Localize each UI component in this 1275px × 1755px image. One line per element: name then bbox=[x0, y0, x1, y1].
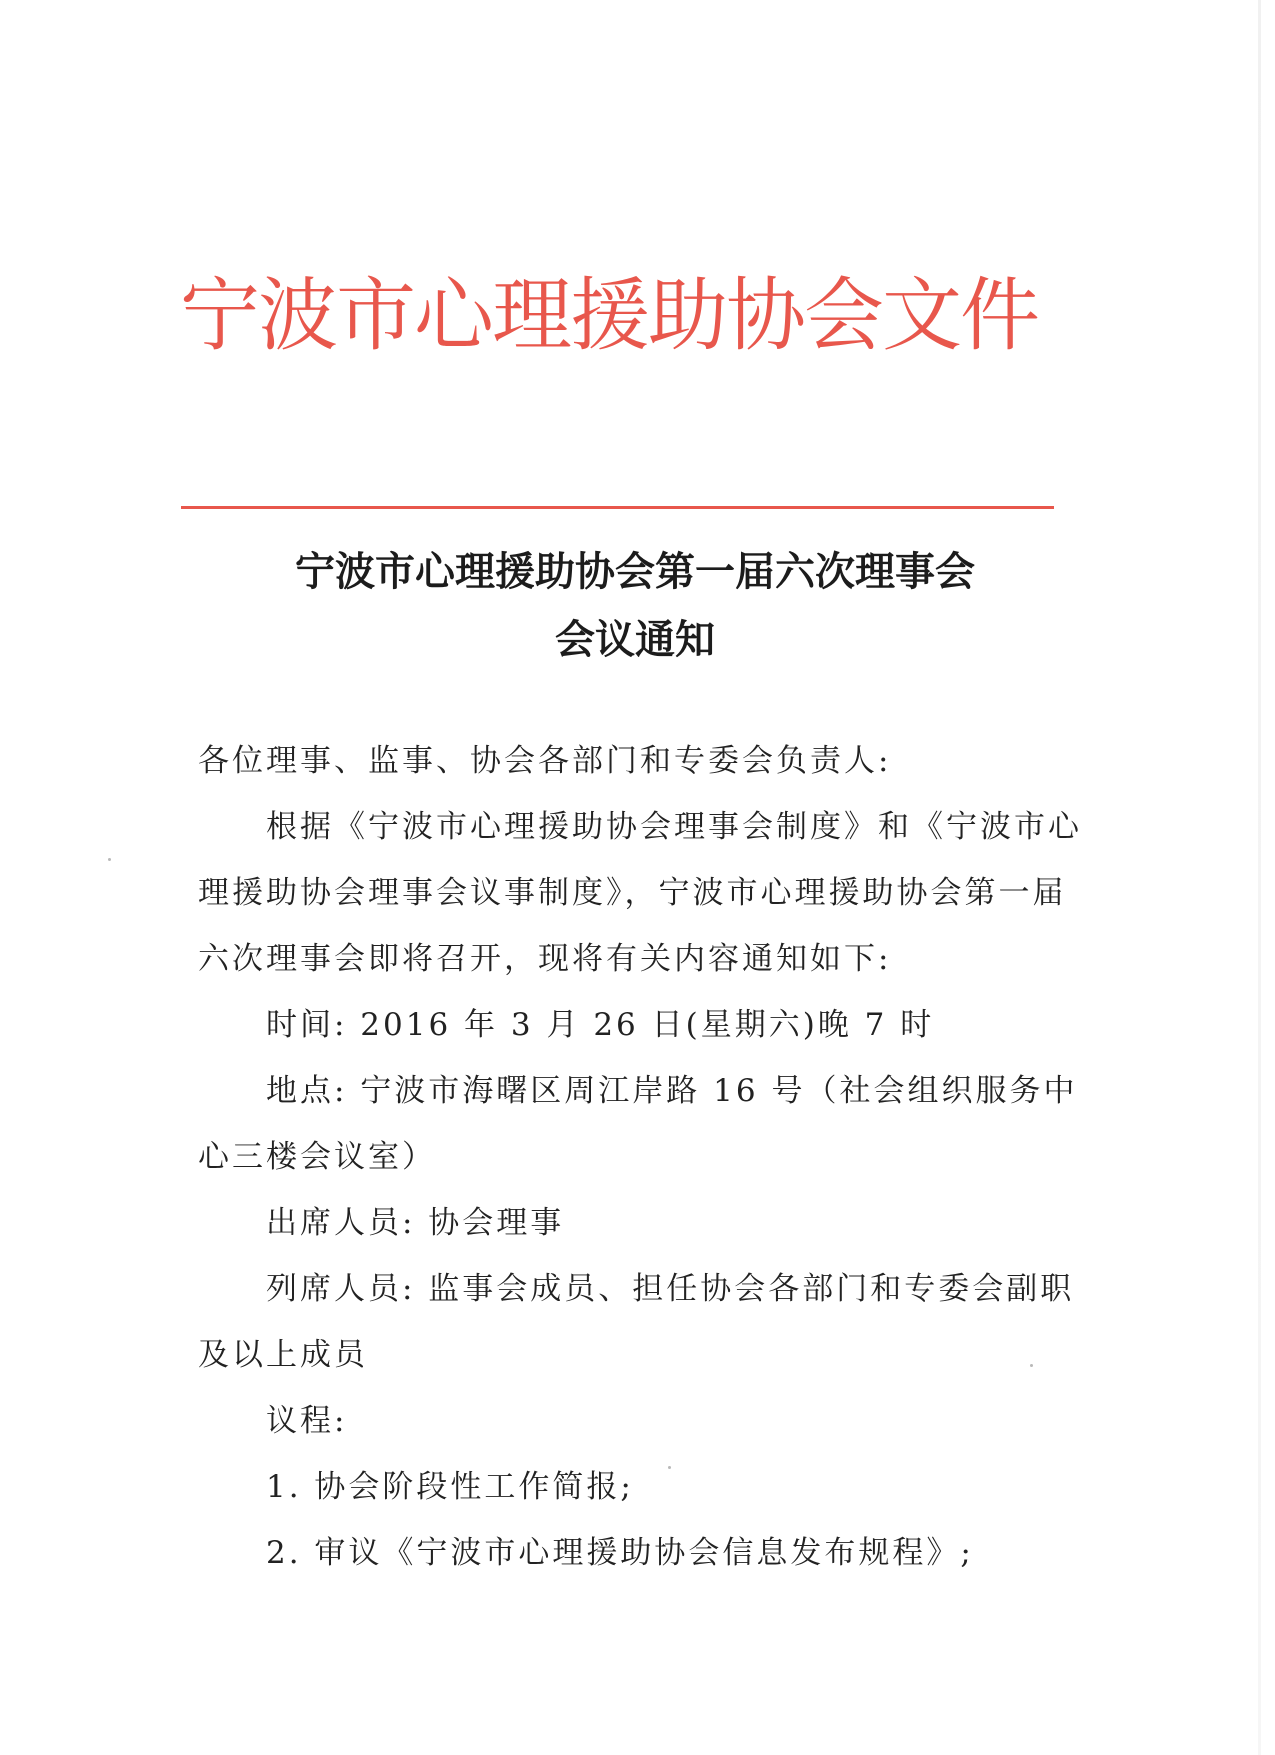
scan-speck bbox=[108, 858, 111, 861]
meeting-place-line-1: 地点: 宁波市海曙区周江岸路 16 号（社会组织服务中 bbox=[266, 1073, 1078, 1109]
header-divider-line bbox=[181, 506, 1054, 509]
org-document-header: 宁波市心理援助协会文件 bbox=[180, 269, 1038, 362]
intro-line-1: 根据《宁波市心理援助协会理事会制度》和《宁波市心 bbox=[266, 809, 1082, 845]
notice-title-line-1: 宁波市心理援助协会第一届六次理事会 bbox=[295, 548, 975, 595]
meeting-time: 时间: 2016 年 3 月 26 日(星期六)晚 7 时 bbox=[266, 1007, 935, 1043]
scan-speck bbox=[668, 1466, 671, 1469]
agenda-item-1: 1. 协会阶段性工作简报; bbox=[266, 1469, 634, 1505]
intro-line-2: 理援助协会理事会议事制度》，宁波市心理援助协会第一届 bbox=[198, 875, 1067, 911]
notice-title-line-2: 会议通知 bbox=[555, 616, 715, 663]
scan-speck bbox=[1030, 1364, 1033, 1367]
agenda-item-2: 2. 审议《宁波市心理援助协会信息发布规程》; bbox=[266, 1535, 974, 1571]
nonvoting-attendees-line-1: 列席人员: 监事会成员、担任协会各部门和专委会副职 bbox=[266, 1271, 1075, 1307]
meeting-place-line-2: 心三楼会议室） bbox=[198, 1139, 436, 1175]
agenda-label: 议程: bbox=[266, 1403, 348, 1439]
attendees: 出席人员: 协会理事 bbox=[266, 1205, 565, 1241]
scan-edge-artifact bbox=[1258, 0, 1261, 1755]
nonvoting-attendees-line-2: 及以上成员 bbox=[198, 1337, 368, 1373]
intro-line-3: 六次理事会即将召开，现将有关内容通知如下: bbox=[198, 941, 892, 977]
salutation: 各位理事、监事、协会各部门和专委会负责人: bbox=[198, 743, 892, 779]
